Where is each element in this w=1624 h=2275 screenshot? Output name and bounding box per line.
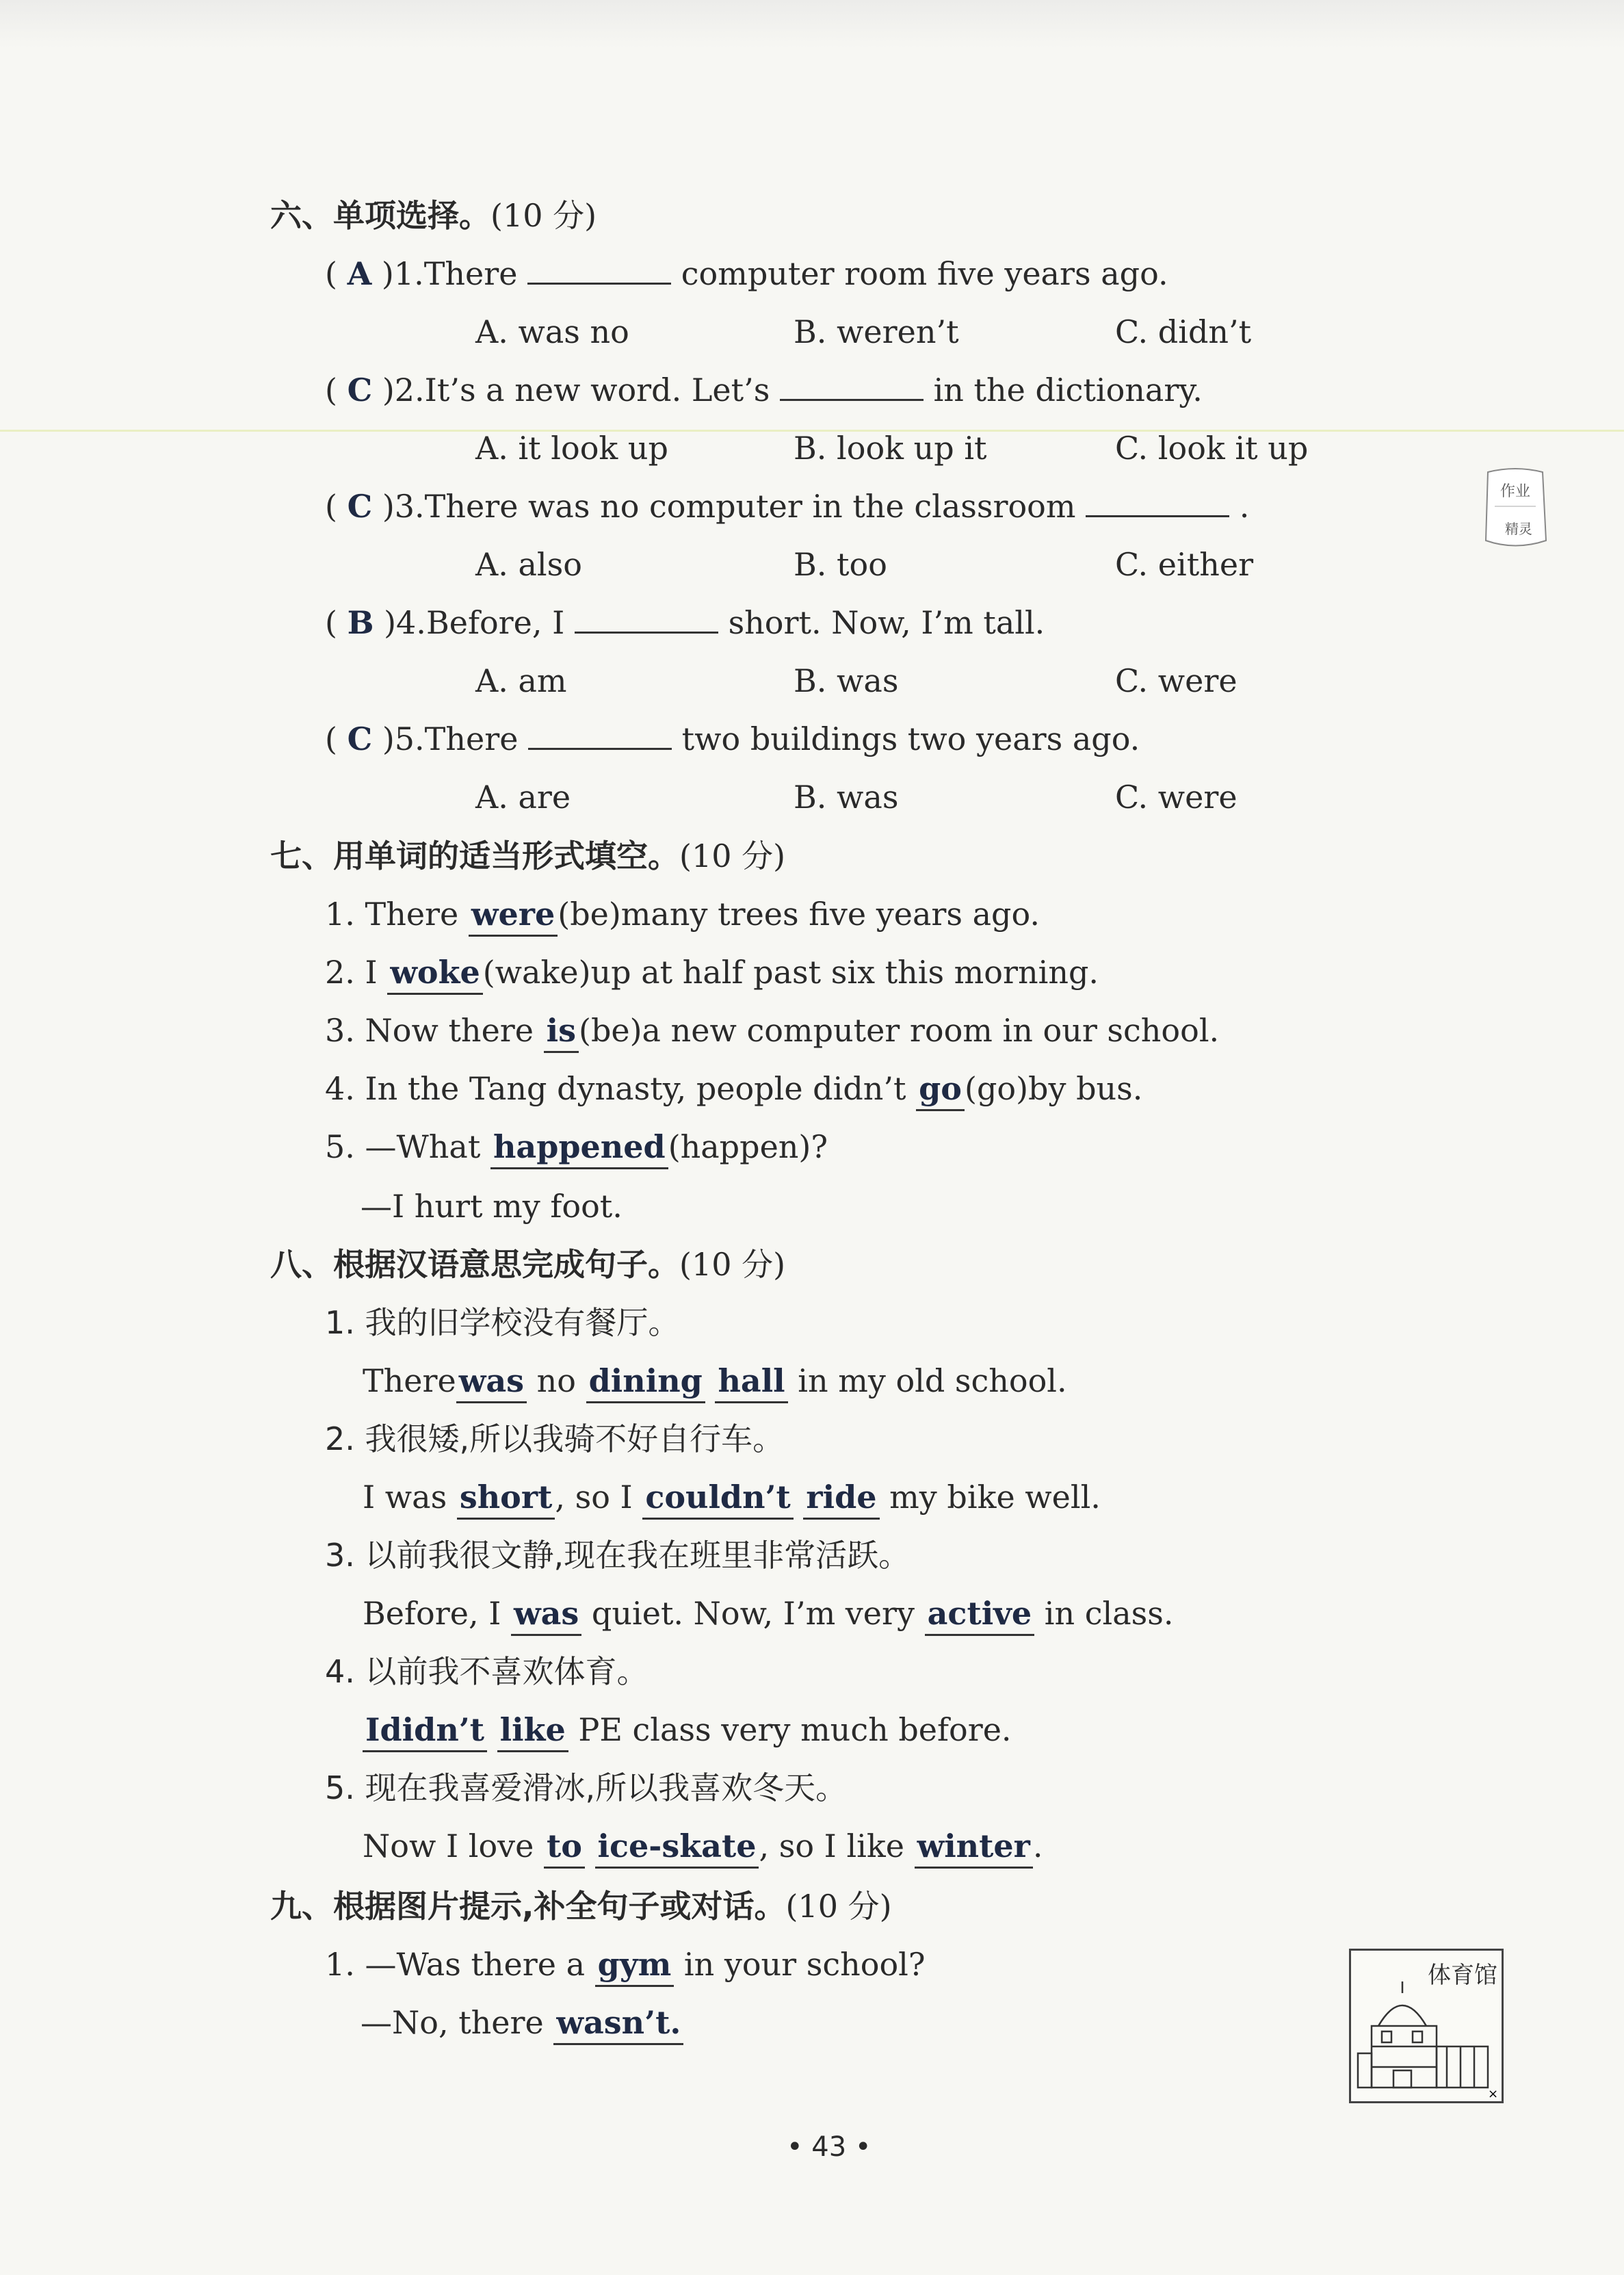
mc-number: )1. bbox=[381, 255, 424, 292]
gym-picture bbox=[1349, 1949, 1504, 2103]
translation-text: . bbox=[1032, 1828, 1043, 1864]
mc-blank bbox=[527, 255, 671, 285]
translation-answer: hall bbox=[715, 1360, 787, 1403]
translation-chinese-5: 5. 现在我喜爱滑冰,所以我喜欢冬天。 bbox=[325, 1769, 848, 1806]
mc-option-a: A. it look up bbox=[475, 430, 668, 467]
translation-text: my bike well. bbox=[879, 1479, 1101, 1516]
mc-stem-pre: There bbox=[424, 720, 519, 757]
mc-question-1: ( A )1.There computer room five years ago. bbox=[325, 255, 1168, 292]
fill-pre: 5. —What bbox=[325, 1128, 490, 1165]
page-number: • 43 • bbox=[787, 2131, 872, 2163]
translation-answer: ride bbox=[803, 1477, 879, 1520]
answer-wasnt: wasn’t. bbox=[553, 2002, 683, 2045]
translation-answer: was bbox=[456, 1360, 527, 1403]
mc-stem-pre: Before, I bbox=[425, 604, 565, 641]
translation-english-3 bbox=[363, 1593, 1174, 1636]
translation-chinese-4: 4. 以前我不喜欢体育。 bbox=[325, 1653, 649, 1690]
section-7-title: 七、用单词的适当形式填空。(10 分) bbox=[270, 837, 786, 874]
mc-option-b: B. too bbox=[794, 546, 887, 583]
mc-answer: C bbox=[347, 372, 373, 408]
translation-text bbox=[794, 1479, 804, 1516]
fill-pre: 3. Now there bbox=[325, 1012, 544, 1049]
mc-option-a: A. am bbox=[475, 662, 567, 699]
page-top-shadow bbox=[0, 0, 1624, 48]
svg-text:×: × bbox=[1488, 2087, 1499, 2101]
fill-answer: woke bbox=[387, 952, 482, 995]
mc-number: )5. bbox=[382, 720, 425, 757]
mc-number: )3. bbox=[382, 488, 425, 525]
fill-post: (happen)? bbox=[668, 1128, 828, 1165]
translation-chinese-2: 2. 我很矮,所以我骑不好自行车。 bbox=[325, 1420, 785, 1457]
translation-english-5 bbox=[363, 1825, 1043, 1869]
mc-number: )2. bbox=[382, 372, 425, 408]
translation-chinese-3: 3. 以前我很文静,现在我在班里非常活跃。 bbox=[325, 1537, 911, 1574]
translation-text: Now I love bbox=[363, 1828, 544, 1864]
fill-post: (be)many trees five years ago. bbox=[558, 896, 1040, 933]
fill-5-reply: —I hurt my foot. bbox=[361, 1188, 623, 1225]
picture-question-line-2: —No, there wasn’t. bbox=[361, 2002, 683, 2045]
gym-picture-label: 体育馆 bbox=[1428, 1962, 1497, 1989]
mc-answer: C bbox=[347, 488, 373, 525]
mc-number: )4. bbox=[384, 604, 426, 641]
answer-gym: gym bbox=[595, 1944, 675, 1987]
mc-option-c: C. didn’t bbox=[1115, 313, 1252, 350]
mc-answer: B bbox=[347, 604, 374, 641]
mc-stem-post: in the dictionary. bbox=[933, 372, 1203, 408]
fill-pre: 2. I bbox=[325, 954, 388, 991]
fill-answer: were bbox=[469, 894, 558, 937]
fill-question-1 bbox=[325, 894, 1040, 937]
fill-question-3 bbox=[325, 1010, 1219, 1053]
translation-english-4 bbox=[363, 1709, 1012, 1752]
mc-option-b: B. look up it bbox=[794, 430, 987, 467]
translation-text: Before, I bbox=[363, 1595, 511, 1632]
mc-blank bbox=[1086, 488, 1229, 517]
translation-text: no bbox=[527, 1362, 586, 1399]
mc-question-4: ( B )4.Before, I short. Now, I’m tall. bbox=[325, 604, 1045, 641]
translation-answer: couldn’t bbox=[642, 1477, 793, 1520]
translation-text: , so I bbox=[555, 1479, 643, 1516]
mc-answer: A bbox=[347, 255, 372, 292]
section-6-title: 六、单项选择。(10 分) bbox=[270, 197, 597, 234]
fill-post: (be)a new computer room in our school. bbox=[579, 1012, 1220, 1049]
mc-stem-post: computer room five years ago. bbox=[681, 255, 1168, 292]
mc-option-b: B. was bbox=[794, 779, 899, 816]
mc-stem-pre: It’s a new word. Let’s bbox=[424, 372, 770, 408]
mc-question-2: ( C )2.It’s a new word. Let’s in the dictionary. bbox=[325, 372, 1203, 408]
mc-option-c: C. either bbox=[1115, 546, 1254, 583]
mc-option-a: A. was no bbox=[475, 313, 629, 350]
mc-question-3: ( C )3.There was no computer in the classroom . bbox=[325, 488, 1250, 525]
translation-text bbox=[585, 1828, 595, 1864]
mc-stem-pre: There bbox=[423, 255, 518, 292]
fill-question-5 bbox=[325, 1126, 828, 1169]
translation-text: There bbox=[363, 1362, 456, 1399]
fill-answer: is bbox=[544, 1010, 579, 1053]
translation-text bbox=[705, 1362, 716, 1399]
mc-option-c: C. were bbox=[1115, 662, 1237, 699]
translation-answer: was bbox=[511, 1593, 581, 1636]
translation-answer: ice-skate bbox=[595, 1825, 759, 1869]
translation-english-1 bbox=[363, 1360, 1067, 1403]
fill-answer: go bbox=[916, 1068, 965, 1111]
mc-stem-post: two buildings two years ago. bbox=[681, 720, 1140, 757]
translation-chinese-1: 1. 我的旧学校没有餐厅。 bbox=[325, 1304, 680, 1341]
svg-text:作业: 作业 bbox=[1499, 483, 1531, 500]
mc-stem-post: . bbox=[1239, 488, 1250, 525]
section-9-title: 九、根据图片提示,补全句子或对话。(10 分) bbox=[270, 1888, 892, 1925]
mc-stem-pre: There was no computer in the classroom bbox=[424, 488, 1076, 525]
translation-answer: short bbox=[457, 1477, 555, 1520]
translation-answer: winter bbox=[915, 1825, 1033, 1869]
fill-question-4 bbox=[325, 1068, 1142, 1111]
mc-answer: C bbox=[347, 720, 373, 757]
translation-answer: to bbox=[544, 1825, 585, 1869]
translation-answer: active bbox=[925, 1593, 1035, 1636]
fill-post: (go)by bus. bbox=[965, 1070, 1143, 1107]
translation-answer: dining bbox=[586, 1360, 705, 1403]
mc-blank bbox=[780, 372, 924, 401]
translation-text bbox=[487, 1711, 497, 1748]
mc-blank bbox=[528, 720, 672, 750]
translation-text: , so I like bbox=[759, 1828, 915, 1864]
mc-option-a: A. are bbox=[475, 779, 571, 816]
translation-answer: like bbox=[497, 1709, 568, 1752]
fill-pre: 4. In the Tang dynasty, people didn’t bbox=[325, 1070, 917, 1107]
translation-text: quiet. Now, I’m very bbox=[581, 1595, 925, 1632]
translation-english-2 bbox=[363, 1477, 1101, 1520]
picture-question-line-1: 1. —Was there a gym in your school? bbox=[325, 1944, 926, 1987]
mc-question-5: ( C )5.There two buildings two years ago. bbox=[325, 720, 1140, 757]
mc-option-b: B. was bbox=[794, 662, 899, 699]
stamp-logo bbox=[1478, 465, 1553, 554]
translation-answer: Ididn’t bbox=[363, 1709, 487, 1752]
translation-text: in my old school. bbox=[787, 1362, 1067, 1399]
mc-option-c: C. look it up bbox=[1115, 430, 1309, 467]
svg-text:精灵: 精灵 bbox=[1505, 521, 1532, 537]
section-8-title: 八、根据汉语意思完成句子。(10 分) bbox=[270, 1246, 786, 1283]
fill-answer: happened bbox=[490, 1126, 668, 1169]
mc-option-b: B. weren’t bbox=[794, 313, 959, 350]
translation-text: PE class very much before. bbox=[568, 1711, 1012, 1748]
mc-option-c: C. were bbox=[1115, 779, 1237, 816]
mc-stem-post: short. Now, I’m tall. bbox=[728, 604, 1045, 641]
translation-text: in class. bbox=[1034, 1595, 1174, 1632]
mc-blank bbox=[575, 604, 718, 634]
fill-pre: 1. There bbox=[325, 896, 469, 933]
fill-post: (wake)up at half past six this morning. bbox=[482, 954, 1099, 991]
mc-option-a: A. also bbox=[475, 546, 582, 583]
fill-question-2 bbox=[325, 952, 1099, 995]
translation-text: I was bbox=[363, 1479, 457, 1516]
